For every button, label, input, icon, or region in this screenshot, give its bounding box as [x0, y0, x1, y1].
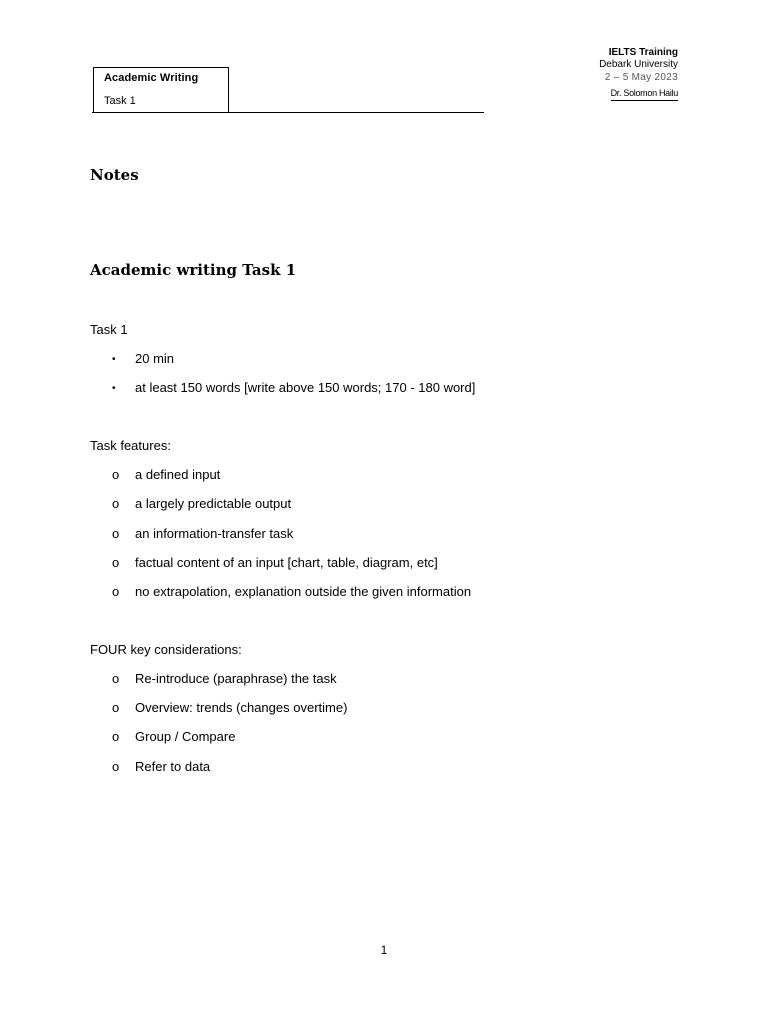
bullet-circle-icon: o: [112, 700, 120, 715]
bullet-circle-icon: o: [112, 671, 120, 686]
list-item: [112, 351, 174, 368]
list-item-text: a largely predictable output: [135, 496, 292, 511]
bullet-circle-icon: o: [112, 729, 120, 744]
header-university: Debark University: [599, 59, 678, 70]
bullet-circle-icon: o: [112, 526, 120, 541]
list-item: [112, 380, 475, 397]
list-item-text: Group / Compare: [135, 729, 236, 744]
list-item-text: 20 min: [135, 351, 175, 366]
list-item: [112, 759, 210, 775]
page-number: 1: [380, 943, 388, 957]
bullet-circle-icon: o: [112, 584, 120, 599]
list-item-text: an information-transfer task: [135, 526, 294, 541]
list-item: [112, 700, 347, 716]
list-item-text: no extrapolation, explanation outside the given information: [135, 584, 472, 599]
considerations-label: FOUR key considerations:: [90, 642, 242, 657]
list-item-text: Refer to data: [135, 759, 211, 774]
list-item-text: factual content of an input [chart, table, diagram, etc]: [135, 555, 438, 570]
list-item: [112, 671, 337, 687]
header-author: Dr. Solomon Hailu: [611, 87, 678, 101]
list-item-text: a defined input: [135, 467, 221, 482]
list-item: [112, 467, 220, 483]
task-label: Task 1: [90, 322, 128, 337]
section-heading: Academic writing Task 1: [90, 261, 297, 279]
bullet-circle-icon: o: [112, 496, 120, 511]
list-item-text: at least 150 words [write above 150 words; 170 - 180 word]: [135, 380, 476, 395]
list-item: [112, 584, 471, 600]
header-box-subtitle: Task 1: [104, 95, 136, 107]
header-box-title: Academic Writing: [104, 72, 199, 84]
list-item: [112, 555, 438, 571]
bullet-circle-icon: o: [112, 467, 120, 482]
bullet-circle-icon: o: [112, 555, 120, 570]
bullet-dot-icon: •: [112, 354, 116, 365]
header-org: IELTS Training: [608, 47, 678, 58]
list-item-text: Re-introduce (paraphrase) the task: [135, 671, 337, 686]
list-item-text: Overview: trends (changes overtime): [135, 700, 348, 715]
list-item: [112, 496, 291, 512]
header-dates: 2 – 5 May 2023: [604, 72, 678, 83]
list-item: [112, 526, 293, 542]
list-item: [112, 729, 235, 745]
bullet-circle-icon: o: [112, 759, 120, 774]
features-label: Task features:: [90, 438, 171, 453]
notes-heading: Notes: [90, 166, 139, 184]
bullet-dot-icon: •: [112, 383, 116, 394]
header-rule: [92, 112, 484, 113]
